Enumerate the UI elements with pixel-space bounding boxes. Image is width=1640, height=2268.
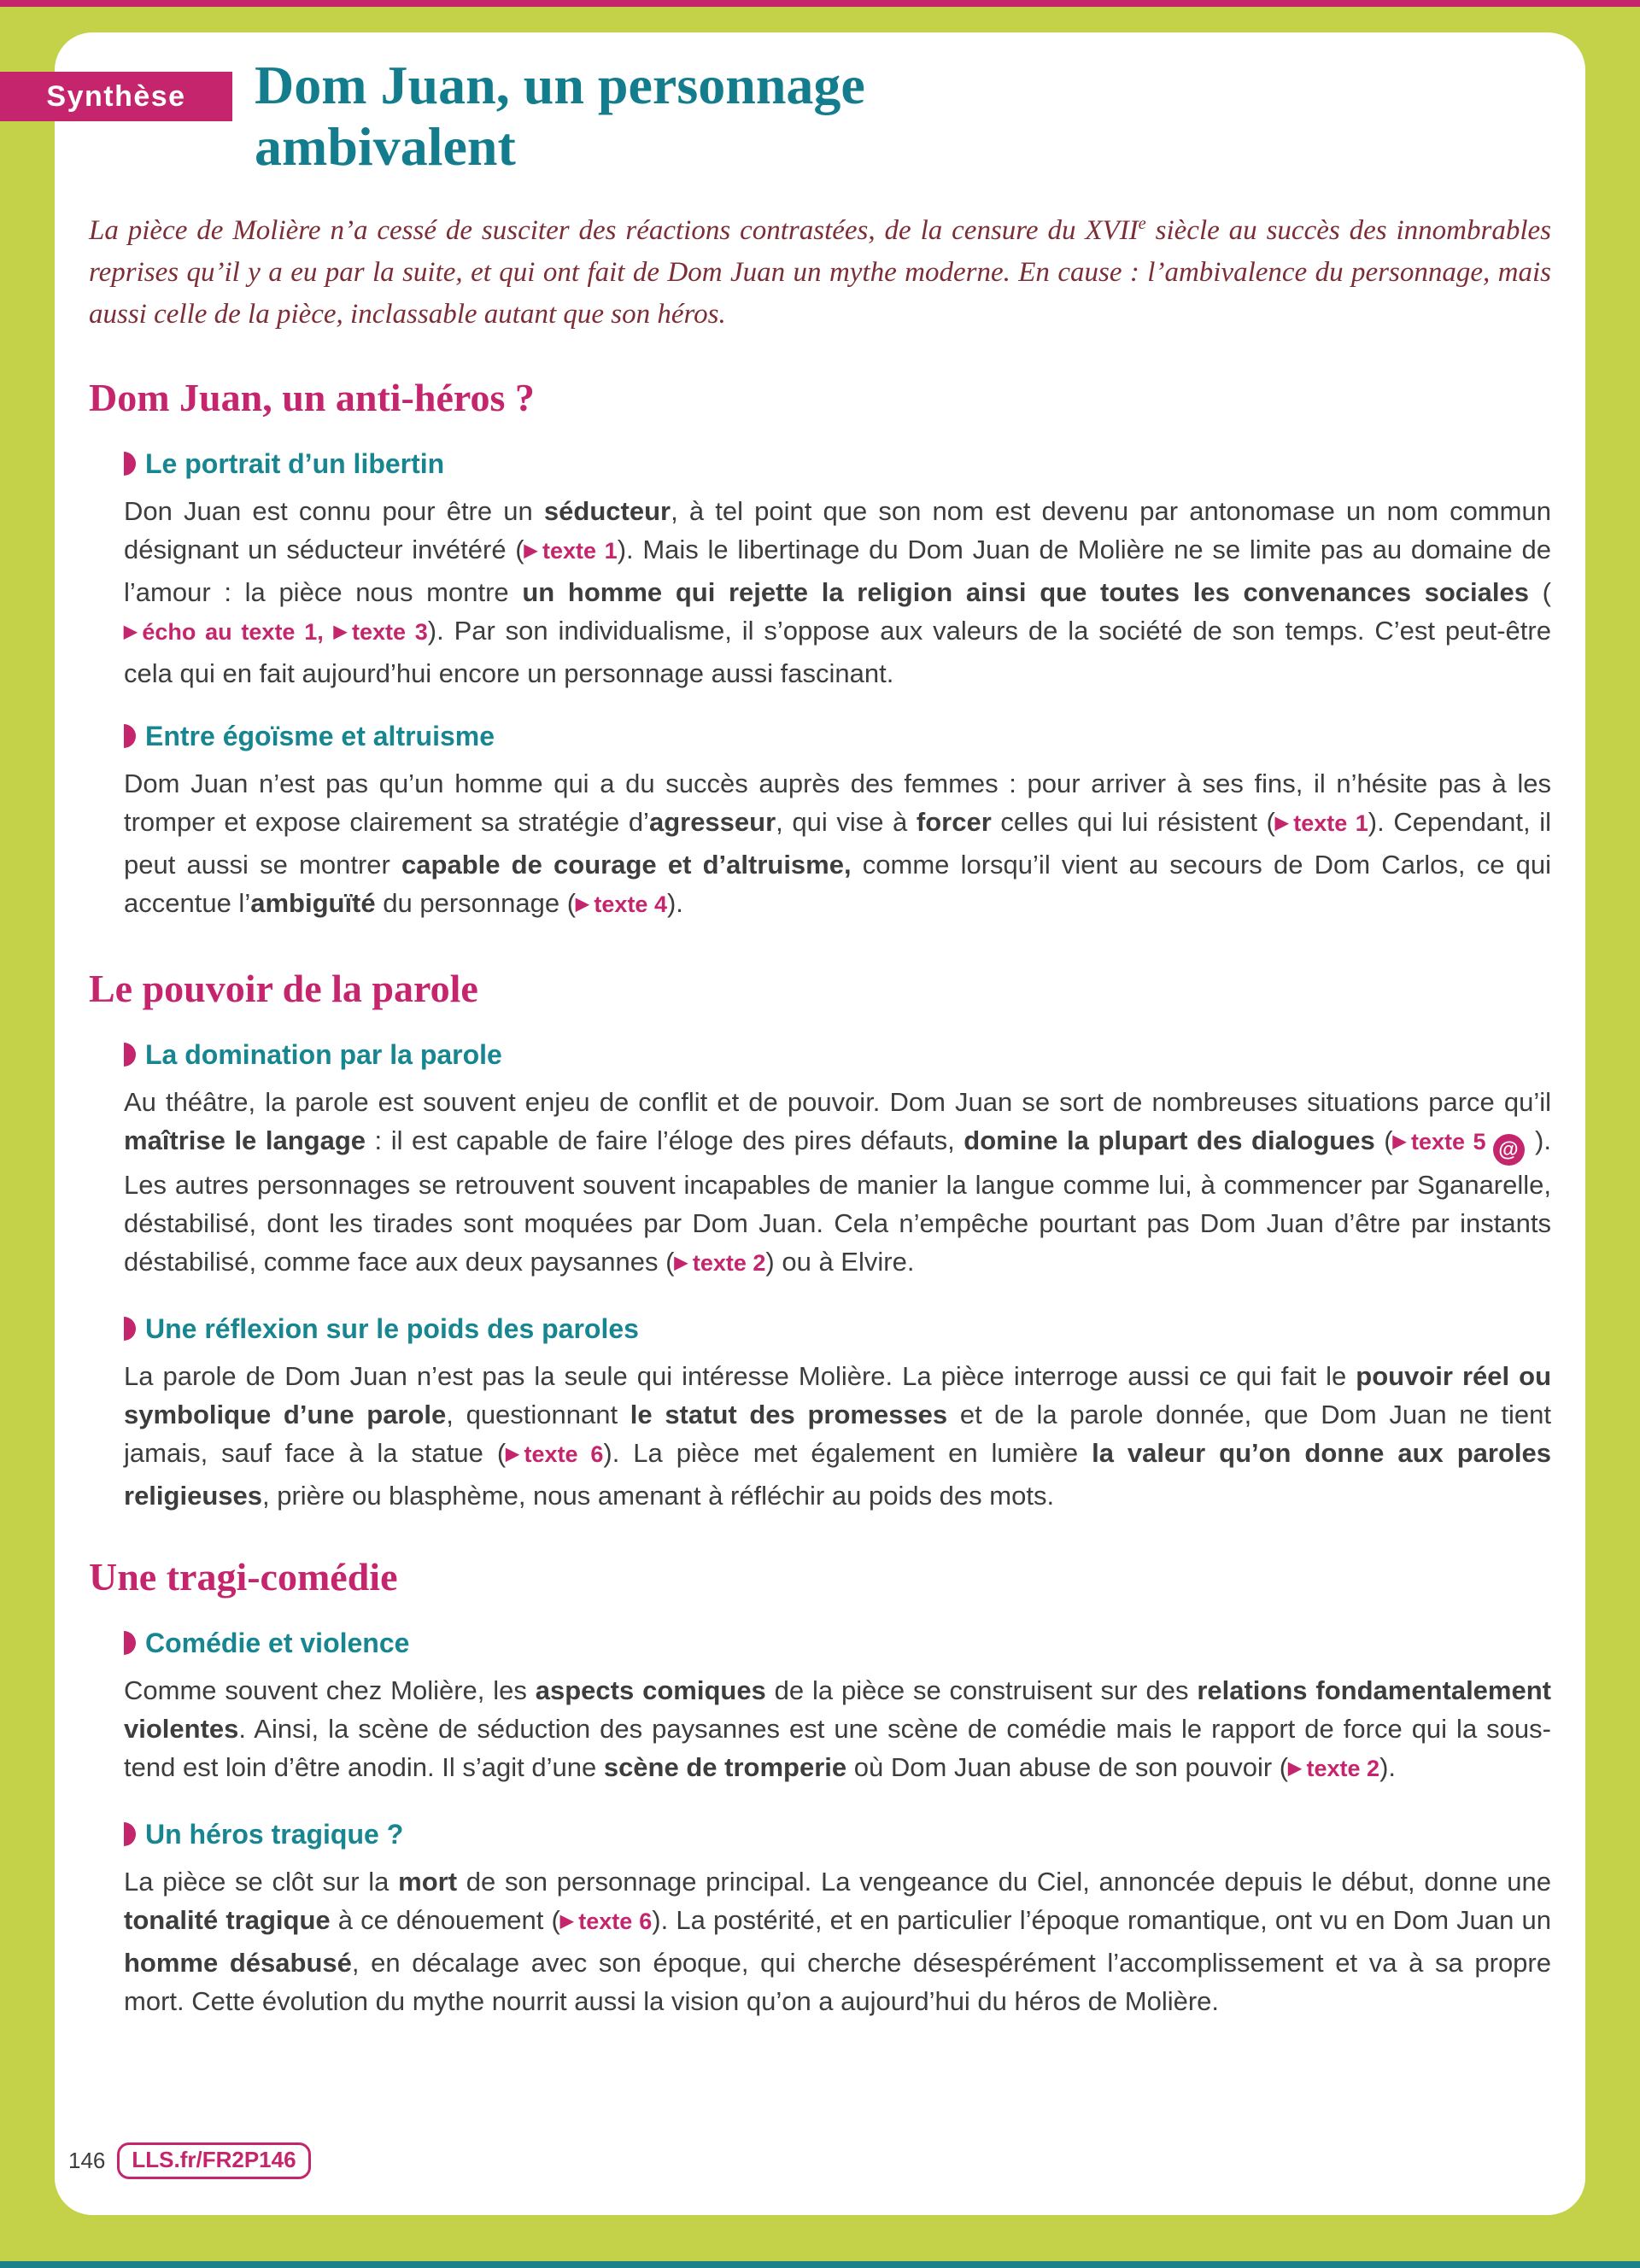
texte-reference-link[interactable] (334, 616, 428, 646)
bottom-edge-accent (0, 2261, 1640, 2268)
body-paragraph (124, 1357, 1551, 1515)
text-run: ). Les autres personnages se retrouvent souvent incapables de manier la langue comme lui, à commencer par Sganarelle, déstabilisé, dont les tirades sont moquées par Dom Juan. Cela n’empêche pourtant pas Dom Juan d’être par instants déstabilisé, comme face aux deux paysannes ( (124, 1125, 1551, 1277)
subsection-marker-icon (124, 724, 136, 748)
text-run: et de la parole donnée, que Dom Juan ne tient jamais, sauf face à la statue ( (124, 1400, 1552, 1468)
subsection-marker-icon (124, 1043, 136, 1067)
text-run: siècle au succès des innombrables reprises qu’il y a eu par la suite, et qui ont fait de Dom Juan un mythe moderne. En cause : l’ambivalence du personnage, mais aussi celle de la pièce, inclassable autant que son héros. (89, 215, 1551, 330)
text-run: ). La pièce met également en lumière (603, 1438, 1092, 1468)
bold-text-run: domine la plupart des dialogues (964, 1125, 1375, 1155)
text-run: Dom Juan n’est pas qu’un homme qui a du succès auprès des femmes : pour arriver à ses fins, il n’hésite pas à les tromper et expose clairement sa stratégie d’ (124, 769, 1551, 837)
texte-reference-label: texte 6 (578, 1909, 653, 1934)
body-paragraph (124, 1862, 1551, 2020)
text-run: . Ainsi, la scène de séduction des paysannes est une scène de comédie mais le rapport de force qui la sous-tend est loin d’être anodin. Il s’agit d’une (124, 1714, 1551, 1782)
subsection-heading (124, 1628, 1551, 1657)
body-paragraph (124, 1083, 1551, 1285)
section-pouvoir-parole (89, 966, 1551, 1515)
sections (89, 375, 1551, 2020)
page-content (55, 32, 1585, 2020)
text-run: ). Cependant, il peut aussi se montrer (124, 807, 1551, 880)
text-run: Comme souvent chez Molière, les (124, 1675, 536, 1705)
text-run: ( (1528, 577, 1551, 607)
triangle-right-icon: ▶ (333, 623, 347, 641)
section-heading: Une tragi-comédie (89, 1555, 398, 1599)
text-run: , prière ou blasphème, nous amenant à réfléchir au poids des mots. (261, 1481, 1055, 1511)
bold-text-run: mort (398, 1867, 458, 1897)
texte-reference-label: texte 6 (524, 1441, 604, 1467)
at-icon[interactable]: @ (1493, 1134, 1525, 1166)
body-paragraph (124, 1671, 1551, 1791)
triangle-right-icon: ▶ (674, 1254, 688, 1272)
body-paragraph (124, 492, 1551, 693)
text-run (324, 616, 334, 646)
text-run: où Dom Juan abuse de son pouvoir ( (846, 1752, 1289, 1782)
subsection-heading (124, 1820, 1551, 1849)
texte-reference-link[interactable] (124, 616, 324, 646)
subsection-heading (124, 449, 1551, 478)
subsection-heading (124, 1040, 1551, 1069)
subsection-marker-icon (124, 1317, 136, 1341)
texte-reference-link[interactable] (524, 535, 618, 564)
text-run: XVII (1085, 215, 1139, 246)
bold-text-run: scène de tromperie (603, 1752, 847, 1782)
texte-reference-label: texte 1 (542, 538, 618, 564)
subsection-marker-icon (124, 1822, 136, 1846)
page-footer (68, 2142, 311, 2179)
bold-text-run: relations fondamentalement violentes (124, 1675, 1551, 1744)
text-run: ). Mais le libertinage du Dom Juan de Molière ne se limite pas au domaine de l’amour : la pièce nous montre (124, 535, 1551, 607)
top-edge-accent (0, 0, 1640, 7)
texte-reference-label: texte 4 (594, 891, 667, 917)
bold-text-run: tonalité tragique (124, 1905, 331, 1935)
lls-link-badge[interactable]: LLS.fr/FR2P146 (117, 2142, 310, 2179)
texte-reference-label: texte 2 (692, 1250, 766, 1276)
triangle-right-icon: ▶ (576, 895, 589, 914)
bold-text-run: pouvoir réel ou symbolique d’une parole (124, 1361, 1552, 1429)
text-run: de son personnage principal. La vengeance du Ciel, annoncée depuis le début, donne une (457, 1867, 1551, 1897)
text-run: ). La postérité, et en particulier l’époque romantique, ont vu en Dom Juan un (652, 1905, 1551, 1935)
bold-text-run: ambiguïté (250, 888, 376, 918)
section-heading: Dom Juan, un anti-héros ? (89, 376, 535, 419)
title-line-2: ambivalent (255, 116, 516, 177)
triangle-right-icon: ▶ (1288, 1759, 1302, 1778)
bold-text-run: capable de courage et d’altruisme, (401, 850, 852, 880)
text-run: , en décalage avec son époque, qui cherche désespérément l’accomplissement et va à sa propre mort. Cette évolution du mythe nourrit aussi la vision qu’on a aujourd’hui du héros de Molière. (124, 1948, 1551, 2016)
title-line-1: Dom Juan, un personnage (255, 55, 865, 115)
intro-paragraph (89, 210, 1551, 336)
bold-text-run: homme désabusé (124, 1948, 352, 1978)
bold-text-run: maîtrise le langage (124, 1125, 366, 1155)
texte-reference-link[interactable] (506, 1438, 603, 1468)
bold-text-run: séducteur (543, 496, 671, 526)
texte-reference-label: texte 2 (1306, 1756, 1380, 1781)
subsection-title: Entre égoïsme et altruisme (145, 721, 495, 751)
page-number: 146 (68, 2148, 106, 2173)
text-run: comme lorsqu’il vient au secours de Dom Carlos, ce qui accentue l’ (124, 850, 1552, 918)
text-run: ). Par son individualisme, il s’oppose aux valeurs de la société de son temps. C’est peut-être cela qui en fait aujourd’hui encore un personnage aussi fascinant. (124, 616, 1551, 688)
triangle-right-icon: ▶ (524, 541, 538, 560)
bold-text-run: le statut des promesses (630, 1400, 948, 1429)
subsection-title: Un héros tragique ? (145, 1819, 404, 1850)
texte-reference-label: texte 1 (1293, 810, 1368, 836)
texte-reference-link[interactable] (674, 1247, 765, 1277)
text-run: du personnage ( (375, 888, 577, 918)
triangle-right-icon: ▶ (506, 1445, 519, 1464)
text-run: , qui vise à (776, 807, 917, 837)
triangle-right-icon: ▶ (1274, 814, 1289, 833)
body-paragraph (124, 764, 1551, 926)
banner-label: Synthèse (46, 79, 186, 113)
subsection-title: La domination par la parole (145, 1039, 502, 1070)
text-run: e (1138, 214, 1146, 233)
section-anti-heros (89, 375, 1551, 926)
texte-reference-link[interactable] (576, 888, 667, 918)
text-run: La pièce de Molière n’a cessé de susciter des réactions contrastées, de la censure du (89, 215, 1086, 246)
subsection-title: Une réflexion sur le poids des paroles (145, 1313, 639, 1344)
text-run: Don Juan est connu pour être un (124, 496, 544, 526)
section-heading: Le pouvoir de la parole (89, 967, 478, 1010)
triangle-right-icon: ▶ (559, 1912, 574, 1931)
text-run: La parole de Dom Juan n’est pas la seule qui intéresse Molière. La pièce interroge aussi ce qui fait le (124, 1361, 1356, 1391)
subsection-title: Comédie et violence (145, 1628, 410, 1658)
triangle-right-icon: ▶ (124, 623, 138, 641)
text-run: à ce dénouement ( (330, 1905, 560, 1935)
bold-text-run: forcer (916, 807, 992, 837)
text-run: , à tel point que son nom est devenu par antonomase un nom commun désignant un séducteur invétéré ( (124, 496, 1551, 564)
texte-reference-link[interactable] (1288, 1752, 1379, 1782)
text-run: de la pièce se construisent sur des (765, 1675, 1198, 1705)
textbook-page (46, 32, 1585, 2215)
text-run: La pièce se clôt sur la (124, 1867, 399, 1897)
texte-reference-label: texte 5 (1411, 1129, 1486, 1154)
text-run: ( (1374, 1125, 1393, 1155)
texte-reference-link[interactable] (560, 1905, 652, 1935)
subsection-marker-icon (124, 452, 136, 476)
bold-text-run: aspects comiques (535, 1675, 766, 1705)
text-run: : il est capable de faire l’éloge des pires défauts, (366, 1125, 964, 1155)
section-tragi-comedie (89, 1554, 1551, 2020)
texte-reference-label: texte 3 (351, 619, 428, 645)
text-run: Au théâtre, la parole est souvent enjeu de conflit et de pouvoir. Dom Juan se sort de nombreuses situations parce qu’il (124, 1087, 1551, 1117)
bold-text-run: agresseur (648, 807, 776, 837)
subsection-heading (124, 1314, 1551, 1343)
texte-reference-link[interactable] (1393, 1125, 1486, 1155)
bold-text-run: la valeur qu’on donne aux paroles religieuses (124, 1438, 1551, 1511)
subsection-heading (124, 722, 1551, 751)
texte-reference-link[interactable] (1275, 807, 1368, 837)
triangle-right-icon: ▶ (1392, 1132, 1406, 1151)
subsection-title: Le portrait d’un libertin (145, 448, 445, 479)
text-run: ) ou à Elvire. (765, 1247, 915, 1277)
text-run: , questionnant (446, 1400, 630, 1429)
texte-reference-label: écho au texte 1, (142, 619, 324, 645)
subsection-marker-icon (124, 1631, 136, 1655)
text-run: ). (1379, 1752, 1396, 1782)
text-run: celles qui lui résistent ( (991, 807, 1275, 837)
text-run: ). (666, 888, 683, 918)
bold-text-run: un homme qui rejette la religion ainsi que toutes les convenances sociales (522, 577, 1529, 607)
